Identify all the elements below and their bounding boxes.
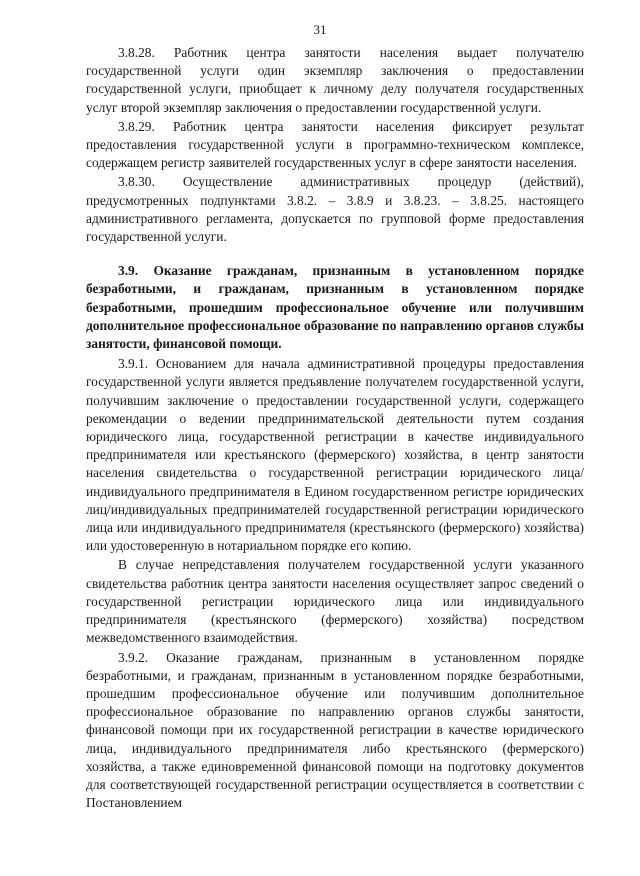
paragraph-3-8-28: 3.8.28. Работник центра занятости населения выдает получателю государственной услуги один экземпляр заключения о предоставлении государственной услуги, приобщает к личному делу получателя государственных услуг второй экземпляр заключения о предоставлении государственной услуги. <box>86 45 584 115</box>
paragraph-certificate-request: В случае непредставления получателем государственной услуги указанного свидетельства работник центра занятости населения осуществляет запрос сведений о государственной регистрации юридического лица или индивидуального предпринимателя (крестьянского (фермерского) хозяйства) посредством межведомственного взаимодействия. <box>86 557 584 646</box>
paragraph-3-8-29: 3.8.29. Работник центра занятости населения фиксирует результат предоставления государственной услуги в программно-техническом комплексе, содержащем регистр заявителей государственных услуг в сфере занятости населения. <box>86 118 584 171</box>
paragraph-3-9-2: 3.9.2. Оказание гражданам, признанным в установленном порядке безработными, и гражданам, признанным в установленном порядке безработными, прошедшим профессиональное обучение или получившим дополнительное профессиональное образование по направлению органов службы занятости, финансовой помощи при их государственной регистрации в качестве юридического лица, индивидуального предпринимателя либо крестьянского (фермерского) хозяйства, а также единовременной финансовой помощи на подготовку документов для соответствующей государственной регистрации осуществляется в соответствии с Постановлением <box>86 649 584 811</box>
page-number: 31 <box>313 22 327 37</box>
paragraph-3-8-30: 3.8.30. Осуществление административных процедур (действий), предусмотренных подпунктами 3.8.2. – 3.8.9 и 3.8.23. – 3.8.25. настоящего административного регламента, допускается по групповой форме предоставления государственной услуги. <box>86 174 584 245</box>
document-body <box>86 44 584 812</box>
section-heading-3-9: 3.9. Оказание гражданам, признанным в установленном порядке безработными, и гражданам, признанным в установленном порядке безработными, прошедшим профессиональное обучение или получившим дополнительное профессиональное образование по направлению органов службы занятости, финансовой помощи. <box>86 263 584 352</box>
paragraph-3-9-1: 3.9.1. Основанием для начала административной процедуры предоставления государственной услуги является предъявление получателем государственной услуги, получившим заключение о предоставлении государственной услуги, содержащего рекомендации о ведении предпринимательской деятельности путем создания юридического лица, государственной регистрации в качестве индивидуального предпринимателя или крестьянского (фермерского) хозяйства, в центр занятости населения свидетельства о государственной регистрации юридического лица/индивидуального предпринимателя в Едином государственном регистре юридических лиц/индивидуальных предпринимателей государственной регистрации юридического лица или индивидуального предпринимателя (крестьянского (фермерского) хозяйства) или удостоверенную в нотариальном порядке его копию. <box>86 356 584 554</box>
